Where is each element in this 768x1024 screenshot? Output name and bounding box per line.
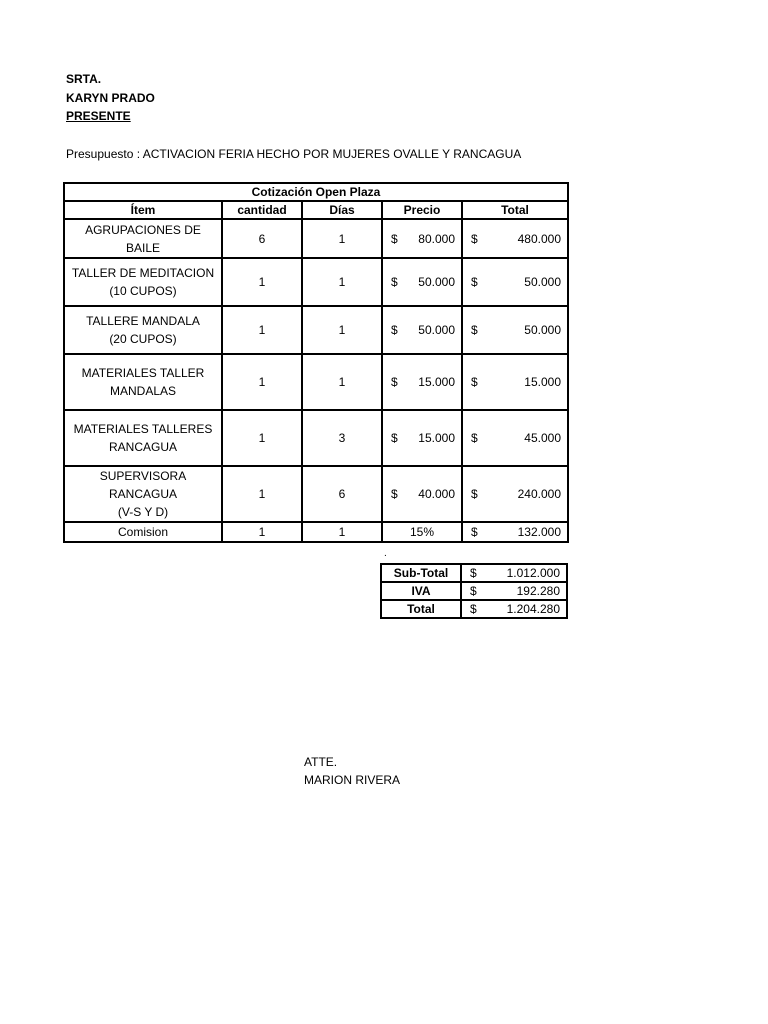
days-cell: 1: [302, 354, 382, 410]
item-cell: [64, 306, 222, 354]
currency-symbol: $: [471, 323, 478, 337]
item-detail: MANDALAS: [109, 384, 177, 398]
quantity-cell: 1: [222, 306, 302, 354]
price-cell: [382, 306, 462, 354]
total-cell: [462, 354, 568, 410]
item-name: SUPERVISORA RANCAGUA: [99, 469, 187, 501]
total-value: 15.000: [524, 375, 561, 389]
days-cell: 6: [302, 466, 382, 522]
item-detail: RANCAGUA: [108, 440, 177, 454]
currency-symbol: $: [391, 323, 398, 337]
presente-label: PRESENTE: [66, 109, 131, 123]
item-name: MATERIALES TALLERES: [73, 422, 213, 436]
currency-symbol: $: [391, 231, 398, 246]
subject-line: Presupuesto : ACTIVACION FERIA HECHO POR MUJERES OVALLE Y RANCAGUA: [66, 147, 522, 161]
item-name: AGRUPACIONES DE BAILE: [85, 222, 201, 255]
subtotal-label: Sub-Total: [381, 564, 461, 582]
currency-symbol: $: [470, 584, 477, 598]
grand-total-label: Total: [381, 600, 461, 618]
price-cell: [382, 410, 462, 466]
table-row: [64, 219, 568, 258]
currency-symbol: $: [391, 375, 398, 389]
item-cell: [64, 410, 222, 466]
price-cell: [382, 219, 462, 258]
header-item: Ítem: [64, 201, 222, 219]
iva-row: [381, 582, 567, 600]
commission-label: Comision: [64, 522, 222, 542]
grand-total-cell: [461, 600, 567, 618]
total-value: 45.000: [524, 431, 561, 445]
price-value: 50.000: [418, 275, 455, 289]
total-cell: [462, 466, 568, 522]
price-value: 50.000: [418, 323, 455, 337]
closing: ATTE.: [304, 755, 338, 769]
currency-symbol: $: [391, 487, 398, 501]
days-cell: 1: [302, 522, 382, 542]
price-value: 40.000: [418, 487, 455, 501]
subtotal-cell: [461, 564, 567, 582]
currency-symbol: $: [391, 431, 398, 445]
commission-row: [64, 522, 568, 542]
subtotal-row: [381, 564, 567, 582]
recipient-name: KARYN PRADO: [66, 91, 155, 105]
total-cell: [462, 410, 568, 466]
header-row: [64, 201, 568, 219]
sender-name: MARION RIVERA: [304, 773, 401, 787]
days-cell: 1: [302, 258, 382, 306]
days-cell: 3: [302, 410, 382, 466]
price-cell: [382, 466, 462, 522]
total-cell: [462, 522, 568, 542]
total-value: 132.000: [517, 525, 561, 539]
grand-total-value: 1.204.280: [506, 602, 560, 616]
item-name: TALLERE MANDALA: [86, 314, 200, 328]
price-cell: [382, 258, 462, 306]
salutation: SRTA.: [66, 72, 102, 86]
currency-symbol: $: [471, 275, 478, 289]
item-detail: (20 CUPOS): [109, 332, 177, 346]
quantity-cell: 1: [222, 466, 302, 522]
quote-title: Cotización Open Plaza: [64, 183, 568, 201]
header-quantity: cantidad: [222, 201, 302, 219]
quantity-cell: 1: [222, 410, 302, 466]
quantity-cell: 6: [222, 219, 302, 258]
header-days: Días: [302, 201, 382, 219]
item-detail: (10 CUPOS): [109, 284, 177, 298]
quantity-cell: 1: [222, 522, 302, 542]
total-cell: [462, 219, 568, 258]
table-row: [64, 354, 568, 410]
currency-symbol: $: [471, 431, 478, 445]
currency-symbol: $: [391, 275, 398, 289]
quantity-cell: 1: [222, 354, 302, 410]
currency-symbol: $: [471, 231, 478, 246]
total-cell: [462, 306, 568, 354]
table-row: [64, 258, 568, 306]
grand-total-row: [381, 600, 567, 618]
currency-symbol: $: [471, 525, 478, 539]
quantity-cell: 1: [222, 258, 302, 306]
subtotal-value: 1.012.000: [506, 566, 560, 580]
total-value: 50.000: [524, 323, 561, 337]
item-cell: [64, 466, 222, 522]
stray-mark: .: [384, 548, 387, 559]
currency-symbol: $: [470, 566, 477, 580]
days-cell: 1: [302, 219, 382, 258]
total-value: 480.000: [517, 231, 561, 246]
total-cell: [462, 258, 568, 306]
table-row: [64, 410, 568, 466]
total-value: 50.000: [524, 275, 561, 289]
commission-rate: 15%: [382, 522, 462, 542]
iva-value: 192.280: [516, 584, 560, 598]
days-cell: 1: [302, 306, 382, 354]
iva-label: IVA: [381, 582, 461, 600]
table-row: [64, 466, 568, 522]
currency-symbol: $: [470, 602, 477, 616]
price-cell: [382, 354, 462, 410]
item-cell: [64, 354, 222, 410]
currency-symbol: $: [471, 375, 478, 389]
header-price: Precio: [382, 201, 462, 219]
table-row: [64, 306, 568, 354]
price-value: 80.000: [418, 231, 455, 246]
item-detail: (V-S Y D): [117, 505, 169, 519]
item-name: TALLER DE MEDITACION: [71, 266, 215, 280]
summary-table: [380, 563, 568, 619]
item-cell: [64, 219, 222, 258]
price-value: 15.000: [418, 375, 455, 389]
iva-cell: [461, 582, 567, 600]
price-value: 15.000: [418, 431, 455, 445]
item-name: MATERIALES TALLER: [81, 366, 205, 380]
currency-symbol: $: [471, 487, 478, 501]
item-cell: [64, 258, 222, 306]
total-value: 240.000: [517, 487, 561, 501]
quote-table: [63, 182, 569, 543]
header-total: Total: [462, 201, 568, 219]
